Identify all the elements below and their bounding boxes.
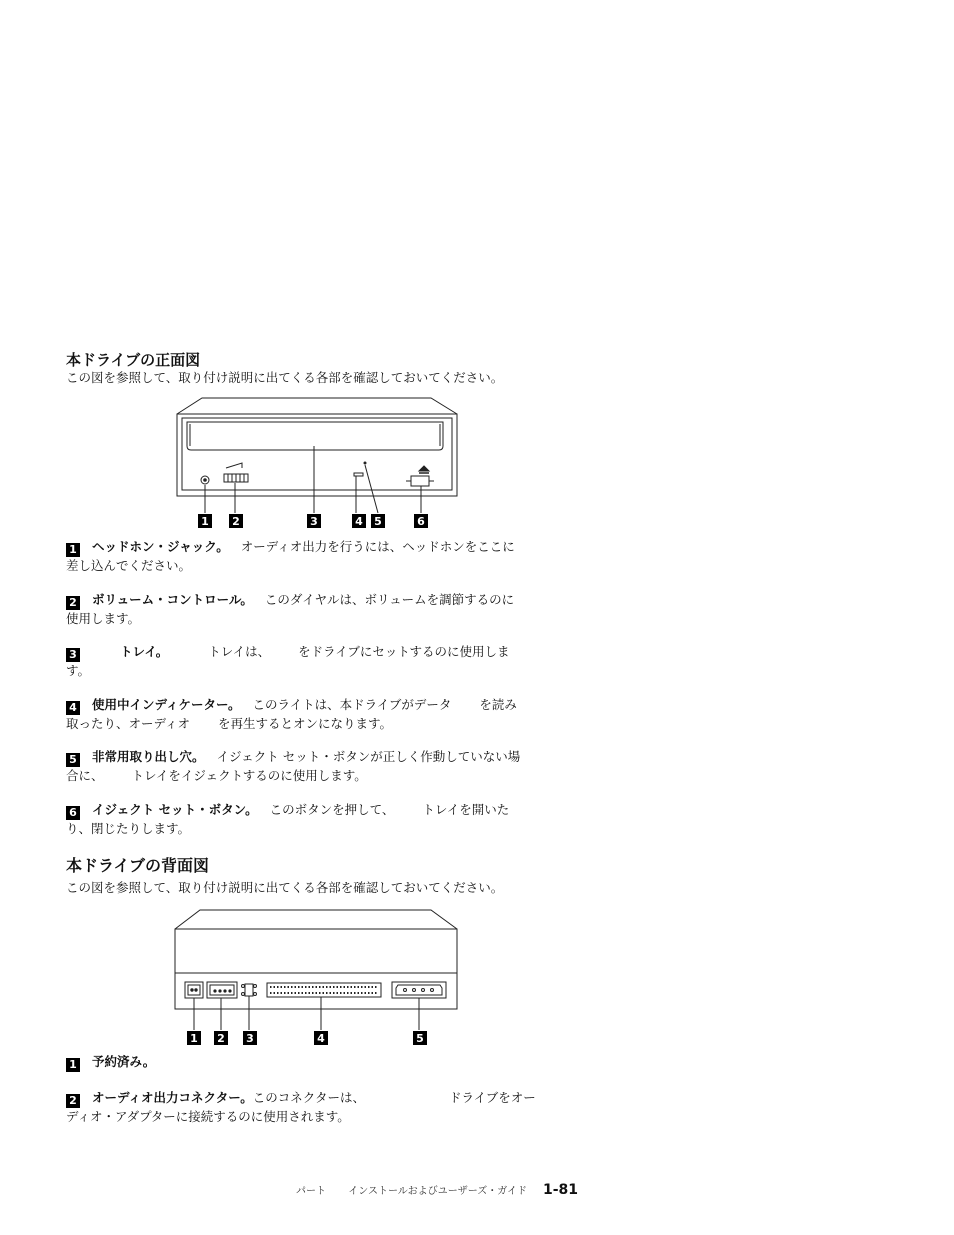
power-connector-icon (392, 982, 446, 998)
rear-callout-5 (413, 1031, 427, 1045)
item-desc: ディオ・アダプターに接続するのに使用されます。 (66, 1109, 350, 1124)
front-view-heading: 本ドライブの正面図 (66, 351, 201, 369)
callout-badge: 5 (66, 753, 80, 767)
rear-callout-3 (243, 1031, 257, 1045)
front-callout-6 (414, 514, 428, 528)
item-desc: す。 (66, 663, 91, 678)
svg-text:5: 5 (374, 515, 382, 528)
item-desc: オーディオ出力を行うには、ヘッドホンをここに (240, 539, 515, 554)
callout-badge: 4 (66, 701, 80, 715)
item-desc: ドライブをオー (449, 1090, 536, 1105)
page-footer (296, 1182, 578, 1198)
callout-badge: 2 (66, 596, 80, 610)
item-term: ボリューム・コントロール。 (92, 592, 253, 607)
rear-callout-4 (314, 1031, 328, 1045)
item-desc: をドライブにセットするのに使用しま (298, 644, 510, 659)
svg-text:2: 2 (217, 1032, 225, 1045)
item-desc: 使用します。 (66, 611, 141, 626)
rear-callout-2 (214, 1031, 228, 1045)
footer-part: パート (295, 1186, 326, 1197)
footer-title: インストールおよびユーザーズ・ガイド (348, 1186, 527, 1197)
rear-item-1 (66, 1053, 570, 1072)
front-item-6 (66, 801, 570, 837)
item-desc: トレイは、 (208, 644, 271, 659)
item-desc: トレイをイジェクトするのに使用します。 (131, 768, 367, 783)
callout-badge: 1 (66, 1058, 80, 1072)
front-view-diagram (170, 394, 470, 534)
svg-text:6: 6 (417, 515, 425, 528)
front-callout-2 (229, 514, 243, 528)
front-callout-1 (198, 514, 212, 528)
front-item-1 (66, 538, 570, 574)
item-term: 予約済み。 (92, 1054, 156, 1069)
item-term: 非常用取り出し穴。 (92, 749, 205, 764)
item-desc: このダイヤルは、ボリュームを調節するのに (264, 592, 515, 607)
svg-text:3: 3 (310, 515, 318, 528)
item-desc: このライトは、本ドライブがデータ (252, 697, 452, 712)
svg-text:2: 2 (232, 515, 240, 528)
busy-indicator-icon (354, 473, 363, 476)
item-desc: を読み (479, 697, 517, 712)
item-desc: このボタンを押して、 (269, 802, 395, 817)
svg-text:4: 4 (355, 515, 363, 528)
svg-text:1: 1 (190, 1032, 198, 1045)
item-desc: イジェクト セット・ボタンが正しく作動していない場 (216, 749, 521, 764)
front-callout-4 (352, 514, 366, 528)
callout-badge: 3 (66, 648, 80, 662)
callout-badge: 2 (66, 1094, 80, 1108)
front-callout-3 (307, 514, 321, 528)
item-term: イジェクト セット・ボタン。 (92, 802, 258, 817)
callout-badge: 6 (66, 806, 80, 820)
rear-item-2 (66, 1089, 570, 1125)
item-term: トレイ。 (120, 644, 169, 659)
front-item-4 (66, 696, 570, 732)
item-term: ヘッドホン・ジャック。 (92, 539, 229, 554)
front-callout-5 (371, 514, 385, 528)
item-desc: 差し込んでください。 (66, 558, 192, 573)
front-item-3 (66, 643, 570, 679)
item-desc: このコネクターは、 (252, 1090, 366, 1105)
rear-view-diagram (170, 905, 465, 1050)
jumper-icon (242, 984, 257, 996)
item-term: オーディオ出力コネクター。 (92, 1090, 253, 1105)
reserved-connector-icon (185, 982, 203, 998)
page-number: 1-81 (542, 1182, 578, 1198)
headphone-jack-icon (201, 476, 209, 484)
front-item-2 (66, 591, 570, 627)
callout-badge: 1 (66, 543, 80, 557)
eject-button-icon (406, 466, 434, 486)
item-term: 使用中インディケーター。 (92, 697, 241, 712)
item-desc: 取ったり、オーディオ (66, 716, 191, 731)
rear-view-intro: この図を参照して、取り付け説明に出てくる各部を確認しておいてください。 (66, 880, 504, 895)
svg-text:5: 5 (416, 1032, 424, 1045)
rear-callout-1 (187, 1031, 201, 1045)
item-desc: トレイを開いた (422, 802, 510, 817)
front-view-intro: この図を参照して、取り付け説明に出てくる各部を確認しておいてください。 (66, 370, 504, 385)
front-item-5 (66, 748, 570, 784)
volume-dial-icon (224, 463, 248, 482)
svg-text:1: 1 (201, 515, 209, 528)
audio-out-connector-icon (207, 982, 237, 998)
svg-text:4: 4 (317, 1032, 325, 1045)
emergency-eject-hole-icon (364, 462, 367, 465)
item-desc: を再生するとオンになります。 (218, 716, 393, 731)
item-desc: 合に、 (66, 768, 104, 783)
svg-text:3: 3 (246, 1032, 254, 1045)
item-desc: り、閉じたりします。 (66, 821, 191, 836)
ide-interface-connector-icon (267, 983, 381, 997)
rear-view-heading: 本ドライブの背面図 (66, 856, 210, 875)
